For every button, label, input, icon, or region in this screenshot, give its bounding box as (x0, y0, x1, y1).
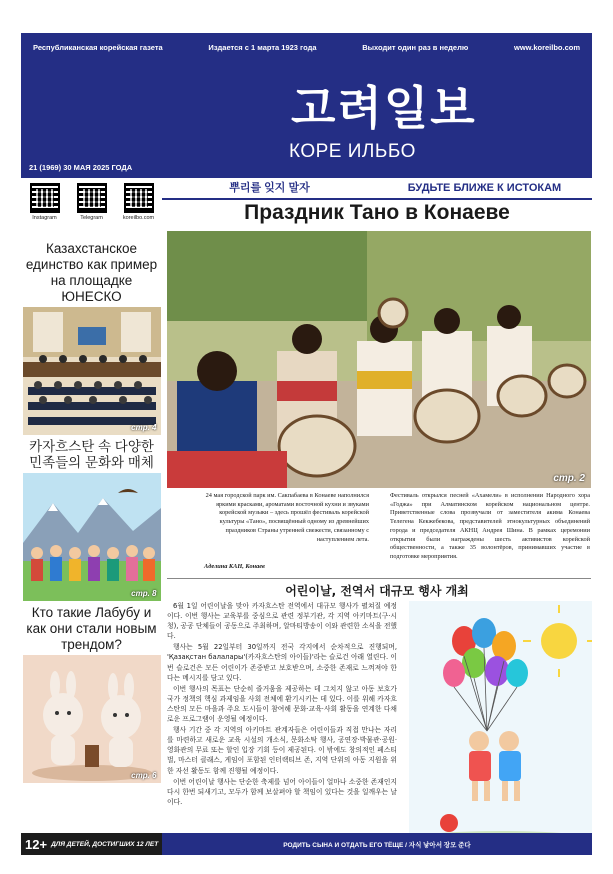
paragraph: 행사 기간 중 각 지역의 아키마트 관계자들은 어린이들과 직접 만나는 자리를 마련하고 새로운 교육 시설의 개소식, 문화소탁 행사, 공연장·박물관·공원·영화관의 무료 또는 할인 입장 기회 등이 제공된다. 이 밖에도 창의적인 페스티벌, 마스터 클래스, 게임이 포함된 인터랙티브 존, 지역 단위의 아동 지원을 위한 자선 활동도 함께 진행될 예정이다. (167, 726, 397, 775)
qr-instagram[interactable] (26, 183, 64, 239)
photo-page-ref: стр. 2 (553, 473, 585, 484)
qr-label: Instagram (32, 215, 57, 221)
paragraph: 행사는 5월 22일부터 30일까지 전국 각지에서 순차적으로 진행되며, 'Қазақстан балалары'(카자흐스탄의 아이들)'라는 슬로건 아래 열린다. 이번 슬로건은 모든 어린이가 존중받고 보호받으며, 소중한 존재로 느껴져야 한다는 메시지를 담고 있다. (167, 643, 397, 682)
age-text: ДЛЯ ДЕТЕЙ, ДОСТИГШИХ 12 ЛЕТ (51, 840, 159, 848)
qr-label: Telegram (80, 215, 103, 221)
qr-website[interactable] (120, 183, 158, 239)
story1-photo[interactable] (23, 307, 161, 435)
age-badge: 12+ (25, 836, 48, 852)
logo-korean: 고려일보 (291, 81, 477, 135)
newspaper-page (21, 33, 592, 855)
footer-bar (21, 833, 592, 855)
story3-photo[interactable] (23, 655, 161, 783)
qr-code-icon (77, 183, 107, 213)
masthead-website-link[interactable]: www.koreilbo.com (514, 43, 580, 52)
issue-date: 21 (1969) 30 МАЯ 2025 ГОДА (29, 163, 133, 172)
author-byline: Аделина КАН, Конаев (204, 563, 265, 570)
qr-telegram[interactable] (73, 183, 111, 239)
story3-page-ref: стр. 6 (131, 771, 157, 780)
paragraph: 이번 행사의 목표는 단순히 즐거움을 제공하는 데 그치지 않고 아동 보호가 국가 정책의 핵심 과제임을 사회 전체에 환기시키는 데 있다. 이를 위해 카자흐스탄의 모든 마을과 주요 도시들이 참여해 문화·교육·사회 활동을 연계한 다채로운 프로그램이 운영될 예정이다. (167, 684, 397, 724)
story3-headline[interactable]: Кто такие Лабубу и как они стали новым трендом? (26, 605, 157, 652)
korean-article-title[interactable]: 어린이날, 전역서 대규모 행사 개최 (285, 584, 469, 598)
subhead-korean: 뿌리를 잊지 말자 (229, 182, 310, 194)
korean-article-body (167, 601, 397, 808)
divider (167, 578, 591, 579)
subheading-banner (162, 178, 592, 200)
story1-page-ref: стр. 4 (131, 423, 157, 432)
main-headline[interactable]: Праздник Тано в Конаеве (244, 201, 510, 224)
logo-russian: КОРЕ ИЛЬБО (289, 141, 416, 162)
masthead (21, 33, 592, 178)
story2-headline[interactable]: 카자흐스탄 속 다양한 민족들의 문화와 매체 (29, 439, 154, 470)
masthead-founded: Издается с 1 марта 1923 года (208, 43, 317, 52)
masthead-frequency: Выходит один раз в неделю (362, 43, 469, 52)
balloons-illustration (409, 601, 592, 841)
subhead-russian: БУДЬТЕ БЛИЖЕ К ИСТОКАМ (407, 182, 562, 194)
qr-label: koreilbo.com (122, 215, 155, 221)
story2-page-ref: стр. 8 (131, 589, 157, 598)
main-photo[interactable] (167, 231, 591, 488)
paragraph: 6월 1일 어린이날을 맞아 카자흐스탄 전역에서 대규모 행사가 펼쳐질 예정이다. 이번 행사는 교육부를 중심으로 관련 정부기관, 각 지역 아키마트(구·시청), 공공 단체들이 공동으로 주최하며, 알마티방송이 이와 관련한 소식을 전했다. (167, 602, 397, 641)
masthead-tagline: Республиканская корейская газета (33, 43, 163, 52)
qr-code-icon (30, 183, 60, 213)
age-rating (21, 833, 162, 855)
photo-caption: 24 мая городской парк им. Сакпабаева в Конаеве наполнился яркими красками, ароматами восточной кухни и звуками корейской музыки – здесь прошёл фестиваль корейской культуры «Тано», посвящённый одному из древнейших праздников Страны утренней свежести, связанному с наступлением лета. (205, 492, 369, 543)
story1-headline[interactable]: Казахстанское единство как пример на площадке ЮНЕСКО (25, 241, 158, 304)
paragraph: 이번 어린이날 행사는 단순한 축제를 넘어 아이들이 얼마나 소중한 존재인지 다시 한번 되새기고, 모두가 함께 보살펴야 할 책임이 있다는 것을 일깨우는 날이다. (167, 777, 397, 806)
festival-text: Фестиваль открылся песней «Ахамели» в исполнении Народного хора «Годжа» при Алматинском корейском национальном центре. Приветственные слова прозвучали от заместителя акима Конаева Телегена Кекжебекова, представителей этнокультурных объединений города и председателя АКНЦ Андрея Шина. В рамках церемонии открытия были награждены шесть активистов корейской общественности, а также 35 волонтёров, принимавших участие в подготовке мероприятия. (390, 492, 590, 560)
qr-codes (21, 178, 162, 239)
footer-slogan: РОДИТЬ СЫНА И ОТДАТЬ ЕГО ТЁЩЕ / 자식 낳아서 장모 준다 (162, 833, 592, 855)
left-sidebar (21, 178, 162, 838)
story2-illustration[interactable] (23, 473, 161, 601)
qr-code-icon (124, 183, 154, 213)
